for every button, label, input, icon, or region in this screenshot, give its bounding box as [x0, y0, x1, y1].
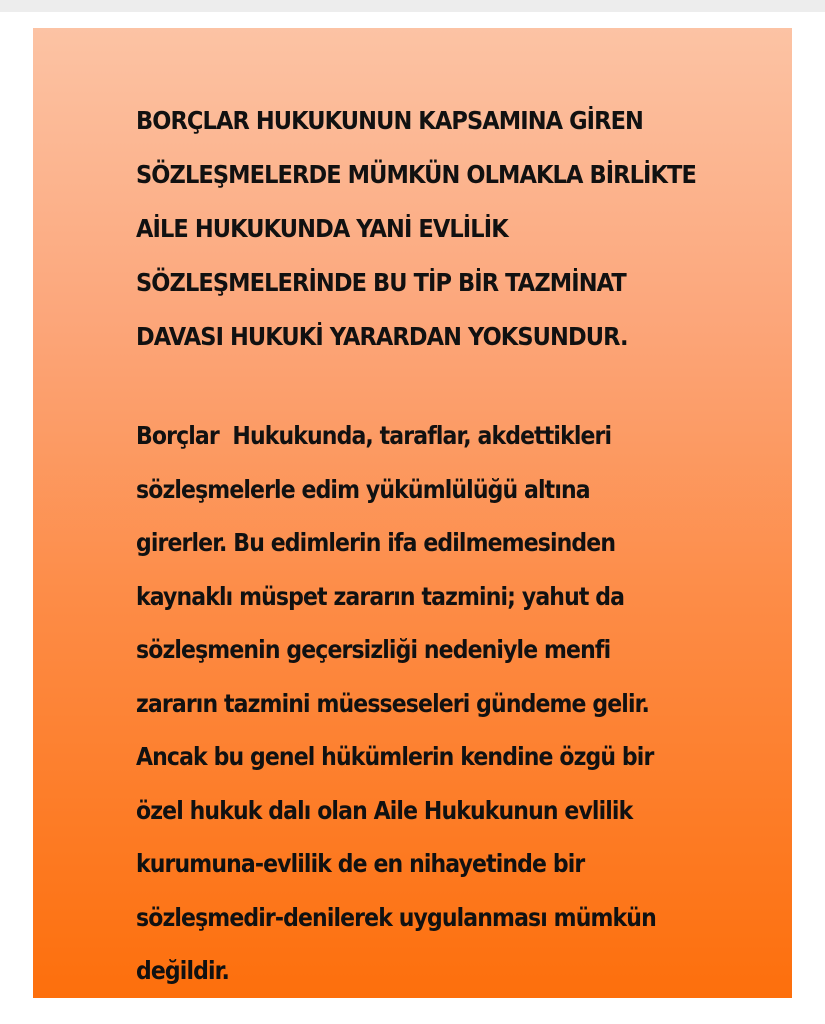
body-line: sözleşmedir-denilerek uygulanması mümkün: [136, 902, 656, 932]
body-line: kurumuna-evlilik de en nihayetinde bir: [136, 849, 585, 878]
heading: [136, 94, 775, 364]
body-line: Ancak bu genel hükümlerin kendine özgü bir: [136, 742, 654, 771]
quote-card: [33, 28, 792, 998]
body-paragraph: [136, 409, 778, 998]
body-line: özel hukuk dalı olan Aile Hukukunun evlilik: [136, 795, 633, 825]
body-line: kaynaklı müspet zararın tazmini; yahut da: [136, 581, 625, 611]
top-bar: [0, 0, 825, 12]
heading-line: DAVASI HUKUKİ YARARDAN YOKSUNDUR.: [136, 322, 628, 351]
heading-line: SÖZLEŞMELERDE MÜMKÜN OLMAKLA BİRLİKTE: [136, 160, 696, 189]
text-block: [136, 94, 776, 998]
body-line: sözleşmenin geçersizliği nedeniyle menfi: [136, 635, 611, 664]
body-line: girerler. Bu edimlerin ifa edilmemesinden: [136, 528, 616, 557]
heading-line: SÖZLEŞMELERİNDE BU TİP BİR TAZMİNAT: [136, 268, 626, 297]
body-line: değildir.: [136, 956, 229, 985]
body-line: Borçlar Hukukunda, taraflar, akdettikleri: [136, 421, 612, 450]
heading-line: AİLE HUKUKUNDA YANİ EVLİLİK: [136, 214, 508, 243]
body-line: zararın tazmini müesseseleri gündeme gelir.: [136, 688, 649, 718]
body-line: sözleşmelerle edim yükümlülüğü altına: [136, 474, 590, 504]
heading-line: BORÇLAR HUKUKUNUN KAPSAMINA GİREN: [136, 106, 643, 135]
